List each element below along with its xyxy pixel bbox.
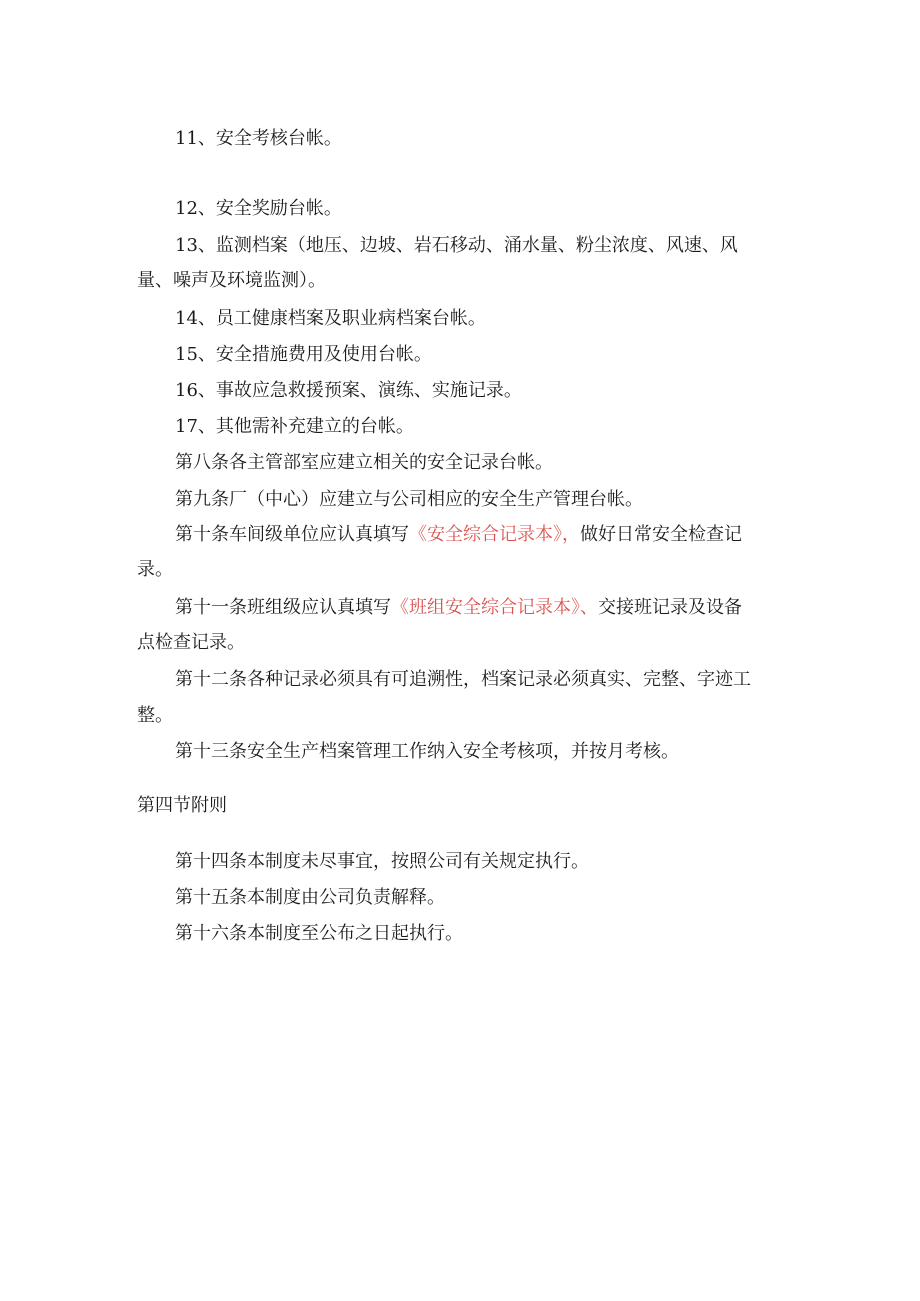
article-11-line1 bbox=[175, 596, 742, 620]
article-14: 第十四条本制度未尽事宜，按照公司有关规定执行。 bbox=[175, 851, 589, 872]
article-9: 第九条厂（中心）应建立与公司相应的安全生产管理台帐。 bbox=[175, 489, 643, 510]
article-11-suffix: 交接班记录及设备 bbox=[598, 597, 742, 618]
article-10-prefix: 第十条车间级单位应认真填写 bbox=[175, 524, 409, 545]
item-13-line2: 量、噪声及环境监测）。 bbox=[137, 270, 326, 291]
article-8: 第八条各主管部室应建立相关的安全记录台帐。 bbox=[175, 452, 553, 473]
item-11: 11、安全考核台帐。 bbox=[175, 128, 342, 149]
article-11-line2: 点检查记录。 bbox=[137, 632, 245, 653]
item-16: 16、事故应急救援预案、演练、实施记录。 bbox=[175, 380, 522, 401]
article-10-line2: 录。 bbox=[137, 559, 173, 580]
article-10-highlight: 《安全综合记录本》， bbox=[409, 524, 580, 545]
article-13: 第十三条安全生产档案管理工作纳入安全考核项，并按月考核。 bbox=[175, 741, 679, 762]
item-17: 17、其他需补充建立的台帐。 bbox=[175, 416, 414, 437]
item-14: 14、员工健康档案及职业病档案台帐。 bbox=[175, 308, 486, 329]
item-15: 15、安全措施费用及使用台帐。 bbox=[175, 344, 432, 365]
article-12-line1: 第十二条各种记录必须具有可追溯性，档案记录必须真实、完整、字迹工 bbox=[175, 669, 751, 690]
article-11-prefix: 第十一条班组级应认真填写 bbox=[175, 597, 391, 618]
article-10-suffix: 做好日常安全检查记 bbox=[580, 524, 742, 545]
article-16: 第十六条本制度至公布之日起执行。 bbox=[175, 923, 463, 944]
article-10-line1 bbox=[175, 523, 742, 547]
section-heading: 第四节附则 bbox=[137, 795, 227, 816]
article-15: 第十五条本制度由公司负责解释。 bbox=[175, 887, 445, 908]
article-11-highlight: 《班组安全综合记录本》、 bbox=[391, 597, 598, 618]
item-12: 12、安全奖励台帐。 bbox=[175, 198, 342, 219]
article-12-line2: 整。 bbox=[137, 705, 173, 726]
item-13-line1: 13、监测档案（地压、边坡、岩石移动、涌水量、粉尘浓度、风速、风 bbox=[175, 235, 738, 256]
